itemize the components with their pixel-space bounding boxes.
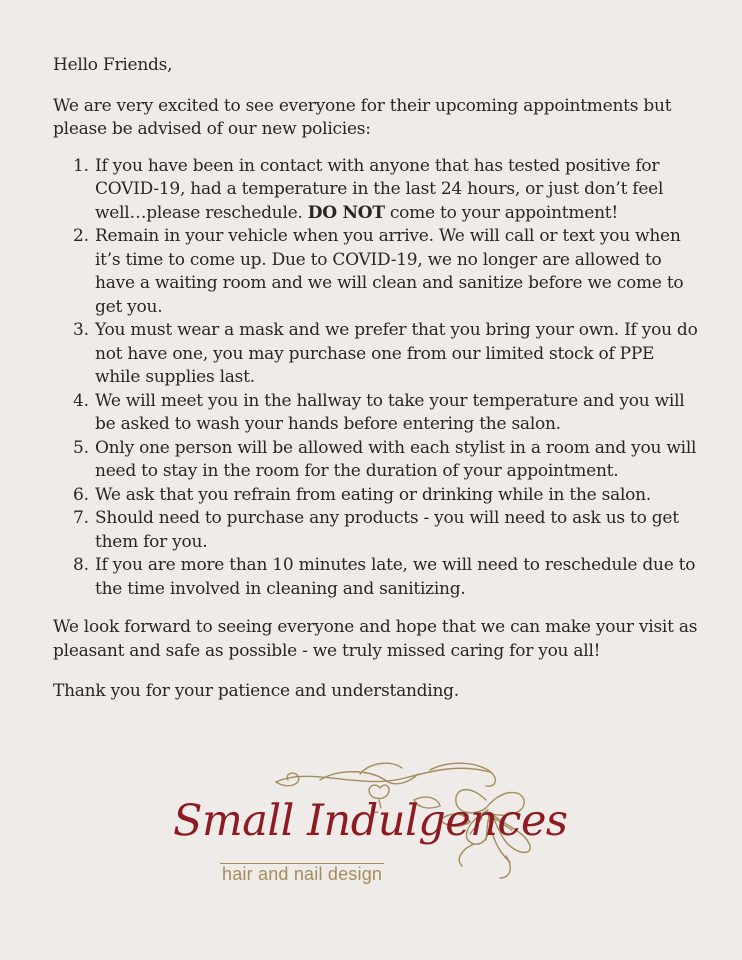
list-number: 1. xyxy=(73,155,89,176)
policy-text: We will meet you in the hallway to take your temperature and you will be asked to wash your hands before entering the salon. xyxy=(95,390,685,434)
policy-text: We ask that you refrain from eating or drinking while in the salon. xyxy=(95,484,652,505)
list-number: 5. xyxy=(73,437,89,458)
list-number: 4. xyxy=(73,390,89,411)
salon-name: Small Indulgences xyxy=(173,796,568,846)
list-item xyxy=(53,554,698,601)
list-number: 2. xyxy=(73,226,89,246)
policy-text: If you have been in contact with anyone that has tested positive for COVID-19, had a temperature in the last 24 hours, or just don’t feel well…please reschedule. xyxy=(95,155,664,223)
policy-emphasis: DO NOT xyxy=(307,202,385,223)
list-number: 6. xyxy=(73,484,89,505)
list-item xyxy=(53,507,698,554)
list-item xyxy=(53,437,698,484)
list-item xyxy=(53,155,698,226)
list-item xyxy=(53,225,698,319)
list-number: 3. xyxy=(73,320,89,340)
policy-text: You must wear a mask and we prefer that you bring your own. If you do not have one, you may purchase one from our limited stock of PPE while supplies last. xyxy=(95,320,698,387)
policy-text: Only one person will be allowed with each stylist in a room and you will need to stay in the room for the duration of your appointment. xyxy=(95,437,697,481)
policy-text: Should need to purchase any products - you will need to ask us to get them for you. xyxy=(95,508,679,552)
greeting: Hello Friends, xyxy=(53,55,173,75)
policy-text: If you are more than 10 minutes late, we will need to reschedule due to the time involved in cleaning and sanitizing. xyxy=(95,555,696,599)
intro-paragraph: We are very excited to see everyone for their upcoming appointments but please be advised of our new policies: xyxy=(53,95,672,139)
list-number: 7. xyxy=(73,508,89,528)
salon-tagline: hair and nail design xyxy=(222,864,383,884)
policy-text: Remain in your vehicle when you arrive. We will call or text you when it’s time to come up. Due to COVID-19, we no longer are allowed to have a waiting room and we will clean and sanitize before we come to get you. xyxy=(95,226,684,317)
policy-text: come to your appointment! xyxy=(384,202,618,223)
list-number: 8. xyxy=(73,555,89,575)
list-item xyxy=(53,390,698,437)
salon-logo xyxy=(170,760,568,900)
closing-paragraph: We look forward to seeing everyone and hope that we can make your visit as pleasant and safe as possible - we truly missed caring for you all! xyxy=(53,617,698,661)
list-item xyxy=(53,484,698,508)
list-item xyxy=(53,319,698,390)
letter xyxy=(53,54,698,704)
policy-list xyxy=(53,155,698,602)
thank-you-line: Thank you for your patience and understanding. xyxy=(53,681,459,701)
